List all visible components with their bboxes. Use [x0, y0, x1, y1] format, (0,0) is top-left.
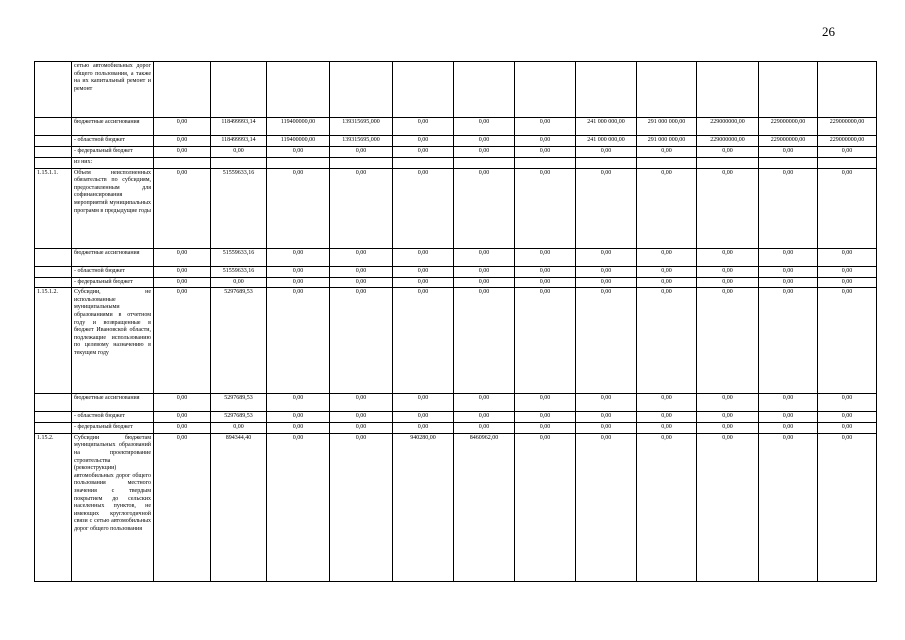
- value-cell: 229000000,00: [759, 136, 818, 147]
- table-row: [35, 248, 877, 266]
- value-cell: [267, 62, 330, 118]
- value-cell: 0,00: [637, 423, 697, 434]
- value-cell: 0,00: [154, 288, 211, 394]
- value-cell: [576, 158, 637, 169]
- value-cell: 0,00: [637, 433, 697, 581]
- value-cell: 0,00: [454, 277, 515, 288]
- value-cell: 0,00: [515, 412, 576, 423]
- row-description-cell: бюджетные ассигнования: [72, 394, 154, 412]
- value-cell: 0,00: [515, 277, 576, 288]
- row-description-cell: - федеральный бюджет: [72, 423, 154, 434]
- value-cell: 0,00: [330, 168, 393, 248]
- value-cell: [154, 158, 211, 169]
- value-cell: 0,00: [454, 147, 515, 158]
- value-cell: 0,00: [330, 266, 393, 277]
- value-cell: 0,00: [267, 423, 330, 434]
- row-code-cell: [35, 136, 72, 147]
- value-cell: 0,00: [454, 168, 515, 248]
- value-cell: 0,00: [330, 433, 393, 581]
- value-cell: 0,00: [576, 423, 637, 434]
- value-cell: 0,00: [759, 147, 818, 158]
- row-code-cell: [35, 277, 72, 288]
- table-row: [35, 277, 877, 288]
- value-cell: [515, 158, 576, 169]
- value-cell: 0,00: [759, 423, 818, 434]
- value-cell: [637, 62, 697, 118]
- row-code-cell: [35, 266, 72, 277]
- value-cell: [211, 62, 267, 118]
- value-cell: 0,00: [576, 277, 637, 288]
- row-code-cell: [35, 248, 72, 266]
- row-description-cell: - федеральный бюджет: [72, 147, 154, 158]
- value-cell: 0,00: [637, 168, 697, 248]
- value-cell: 0,00: [697, 168, 759, 248]
- value-cell: 0,00: [454, 118, 515, 136]
- value-cell: 0,00: [818, 147, 877, 158]
- value-cell: 0,00: [515, 136, 576, 147]
- value-cell: 0,00: [454, 248, 515, 266]
- value-cell: 0,00: [515, 118, 576, 136]
- row-description-cell: - областной бюджет: [72, 136, 154, 147]
- value-cell: 0,00: [697, 288, 759, 394]
- value-cell: 0,00: [515, 423, 576, 434]
- value-cell: 51559633,16: [211, 168, 267, 248]
- value-cell: [154, 62, 211, 118]
- row-description-cell: бюджетные ассигнования: [72, 248, 154, 266]
- value-cell: 229000000,00: [759, 118, 818, 136]
- value-cell: 0,00: [154, 277, 211, 288]
- value-cell: [211, 158, 267, 169]
- value-cell: [697, 62, 759, 118]
- row-code-cell: [35, 62, 72, 118]
- value-cell: 0,00: [393, 118, 454, 136]
- value-cell: 0,00: [759, 266, 818, 277]
- row-description-cell: бюджетные ассигнования: [72, 118, 154, 136]
- value-cell: 5297689,53: [211, 394, 267, 412]
- value-cell: 0,00: [759, 248, 818, 266]
- value-cell: [759, 158, 818, 169]
- value-cell: 0,00: [330, 288, 393, 394]
- value-cell: 0,00: [576, 266, 637, 277]
- value-cell: 0,00: [330, 412, 393, 423]
- value-cell: 0,00: [393, 288, 454, 394]
- value-cell: 119400000,00: [267, 118, 330, 136]
- table-row: [35, 433, 877, 581]
- value-cell: 0,00: [576, 147, 637, 158]
- value-cell: 118499993,14: [211, 118, 267, 136]
- row-code-cell: [35, 394, 72, 412]
- value-cell: 0,00: [454, 136, 515, 147]
- table-row: [35, 62, 877, 118]
- value-cell: 0,00: [154, 168, 211, 248]
- value-cell: 0,00: [267, 433, 330, 581]
- value-cell: [818, 62, 877, 118]
- table-row: [35, 266, 877, 277]
- value-cell: 0,00: [697, 433, 759, 581]
- value-cell: 229000000,00: [697, 118, 759, 136]
- value-cell: 0,00: [759, 394, 818, 412]
- value-cell: 0,00: [267, 168, 330, 248]
- row-code-cell: [35, 423, 72, 434]
- value-cell: [759, 62, 818, 118]
- value-cell: 0,00: [576, 168, 637, 248]
- value-cell: 0,00: [330, 277, 393, 288]
- value-cell: 0,00: [154, 412, 211, 423]
- value-cell: 0,00: [759, 433, 818, 581]
- row-description-cell: Субсидии бюджетам муниципальных образований на проектирование строительства (реконструкции) автомобильных дорог общего пользования местного значения с твердым покрытием до сельских населенных пунктов, не имеющих круглогодичной связи с сетью автомобильных дорог общего пользования: [72, 433, 154, 581]
- value-cell: 0,00: [515, 266, 576, 277]
- value-cell: 0,00: [576, 288, 637, 394]
- value-cell: 0,00: [393, 147, 454, 158]
- value-cell: 8460962,00: [454, 433, 515, 581]
- value-cell: 0,00: [330, 423, 393, 434]
- value-cell: 0,00: [759, 288, 818, 394]
- row-code-cell: [35, 147, 72, 158]
- value-cell: 0,00: [576, 433, 637, 581]
- value-cell: 0,00: [515, 433, 576, 581]
- value-cell: 0,00: [515, 394, 576, 412]
- value-cell: 0,00: [267, 248, 330, 266]
- row-code-cell: 1.15.1.2.: [35, 288, 72, 394]
- value-cell: 0,00: [818, 277, 877, 288]
- value-cell: 0,00: [393, 248, 454, 266]
- value-cell: 0,00: [818, 266, 877, 277]
- table-row: [35, 118, 877, 136]
- row-code-cell: 1.15.2.: [35, 433, 72, 581]
- row-code-cell: [35, 118, 72, 136]
- value-cell: 0,00: [515, 147, 576, 158]
- table-row: [35, 423, 877, 434]
- value-cell: 0,00: [637, 147, 697, 158]
- row-description-cell: сетью автомобильных дорог общего пользования, а также на их капитальный ремонт и ремонт: [72, 62, 154, 118]
- row-description-cell: - областной бюджет: [72, 412, 154, 423]
- value-cell: 0,00: [576, 248, 637, 266]
- row-description-cell: из них:: [72, 158, 154, 169]
- value-cell: 0,00: [637, 288, 697, 394]
- value-cell: 241 000 000,00: [576, 136, 637, 147]
- value-cell: [818, 158, 877, 169]
- page-number: 26: [822, 24, 835, 39]
- value-cell: 0,00: [267, 266, 330, 277]
- value-cell: 0,00: [818, 423, 877, 434]
- value-cell: [330, 62, 393, 118]
- table-body: [35, 62, 877, 582]
- value-cell: 139315695,000: [330, 136, 393, 147]
- value-cell: [393, 62, 454, 118]
- value-cell: 0,00: [697, 266, 759, 277]
- value-cell: 0,00: [393, 266, 454, 277]
- value-cell: 0,00: [818, 412, 877, 423]
- value-cell: [267, 158, 330, 169]
- row-code-cell: [35, 412, 72, 423]
- budget-table: [34, 61, 877, 582]
- value-cell: 0,00: [697, 277, 759, 288]
- value-cell: 0,00: [515, 288, 576, 394]
- value-cell: 0,00: [818, 394, 877, 412]
- value-cell: 0,00: [154, 118, 211, 136]
- value-cell: [454, 158, 515, 169]
- value-cell: 0,00: [576, 412, 637, 423]
- value-cell: 0,00: [697, 423, 759, 434]
- value-cell: 0,00: [818, 248, 877, 266]
- value-cell: [330, 158, 393, 169]
- value-cell: 0,00: [697, 147, 759, 158]
- value-cell: 0,00: [637, 266, 697, 277]
- value-cell: 0,00: [330, 394, 393, 412]
- value-cell: 51559633,16: [211, 248, 267, 266]
- value-cell: [515, 62, 576, 118]
- value-cell: 291 000 000,00: [637, 118, 697, 136]
- value-cell: [637, 158, 697, 169]
- value-cell: 0,00: [267, 147, 330, 158]
- value-cell: 291 000 000,00: [637, 136, 697, 147]
- value-cell: 229000000,00: [697, 136, 759, 147]
- table-row: [35, 412, 877, 423]
- value-cell: 0,00: [154, 433, 211, 581]
- value-cell: 0,00: [818, 433, 877, 581]
- value-cell: 0,00: [515, 168, 576, 248]
- value-cell: 0,00: [393, 394, 454, 412]
- value-cell: 0,00: [454, 288, 515, 394]
- row-code-cell: [35, 158, 72, 169]
- value-cell: 0,00: [818, 168, 877, 248]
- value-cell: 0,00: [154, 266, 211, 277]
- value-cell: 0,00: [697, 394, 759, 412]
- value-cell: 241 000 000,00: [576, 118, 637, 136]
- value-cell: 0,00: [154, 136, 211, 147]
- value-cell: [697, 158, 759, 169]
- value-cell: 0,00: [393, 277, 454, 288]
- value-cell: 0,00: [454, 266, 515, 277]
- value-cell: 0,00: [267, 394, 330, 412]
- table-row: [35, 158, 877, 169]
- value-cell: 894344,40: [211, 433, 267, 581]
- value-cell: [454, 62, 515, 118]
- value-cell: 0,00: [393, 168, 454, 248]
- value-cell: 118499993,14: [211, 136, 267, 147]
- row-code-cell: 1.15.1.1.: [35, 168, 72, 248]
- value-cell: 0,00: [637, 394, 697, 412]
- value-cell: 0,00: [759, 412, 818, 423]
- value-cell: [393, 158, 454, 169]
- value-cell: 0,00: [637, 412, 697, 423]
- value-cell: 0,00: [330, 147, 393, 158]
- value-cell: 0,00: [697, 248, 759, 266]
- value-cell: 139315695,000: [330, 118, 393, 136]
- value-cell: 5297689,53: [211, 288, 267, 394]
- value-cell: 0,00: [393, 412, 454, 423]
- value-cell: 0,00: [154, 248, 211, 266]
- value-cell: 0,00: [267, 288, 330, 394]
- row-description-cell: - федеральный бюджет: [72, 277, 154, 288]
- value-cell: 0,00: [267, 277, 330, 288]
- value-cell: 0,00: [154, 394, 211, 412]
- value-cell: 0,00: [818, 288, 877, 394]
- value-cell: 0,00: [154, 423, 211, 434]
- value-cell: 0,00: [454, 412, 515, 423]
- value-cell: 119400000,00: [267, 136, 330, 147]
- row-description-cell: Субсидии, не использованные муниципальными образованиями в отчетном году и возвращенные в бюджет Ивановской области, подлежащие использованию по целевому назначению в текущем году: [72, 288, 154, 394]
- value-cell: 0,00: [211, 147, 267, 158]
- row-description-cell: - областной бюджет: [72, 266, 154, 277]
- row-description-cell: Объем неисполненных обязательств по субсидиям, предоставленным для софинансирования мероприятий муниципальных программ в предыдущие годы: [72, 168, 154, 248]
- table-row: [35, 168, 877, 248]
- value-cell: 0,00: [267, 412, 330, 423]
- table-row: [35, 136, 877, 147]
- value-cell: 229000000,00: [818, 136, 877, 147]
- value-cell: 229000000,00: [818, 118, 877, 136]
- value-cell: 5297689,53: [211, 412, 267, 423]
- value-cell: 0,00: [637, 248, 697, 266]
- value-cell: 0,00: [330, 248, 393, 266]
- value-cell: [576, 62, 637, 118]
- value-cell: 0,00: [211, 423, 267, 434]
- value-cell: 0,00: [697, 412, 759, 423]
- value-cell: 0,00: [576, 394, 637, 412]
- value-cell: 0,00: [759, 277, 818, 288]
- value-cell: 940280,00: [393, 433, 454, 581]
- value-cell: 0,00: [154, 147, 211, 158]
- value-cell: 0,00: [759, 168, 818, 248]
- value-cell: 0,00: [454, 394, 515, 412]
- value-cell: 51559633,16: [211, 266, 267, 277]
- table-row: [35, 394, 877, 412]
- value-cell: 0,00: [637, 277, 697, 288]
- table-row: [35, 288, 877, 394]
- value-cell: 0,00: [454, 423, 515, 434]
- value-cell: 0,00: [211, 277, 267, 288]
- value-cell: 0,00: [393, 423, 454, 434]
- value-cell: 0,00: [393, 136, 454, 147]
- table-row: [35, 147, 877, 158]
- value-cell: 0,00: [515, 248, 576, 266]
